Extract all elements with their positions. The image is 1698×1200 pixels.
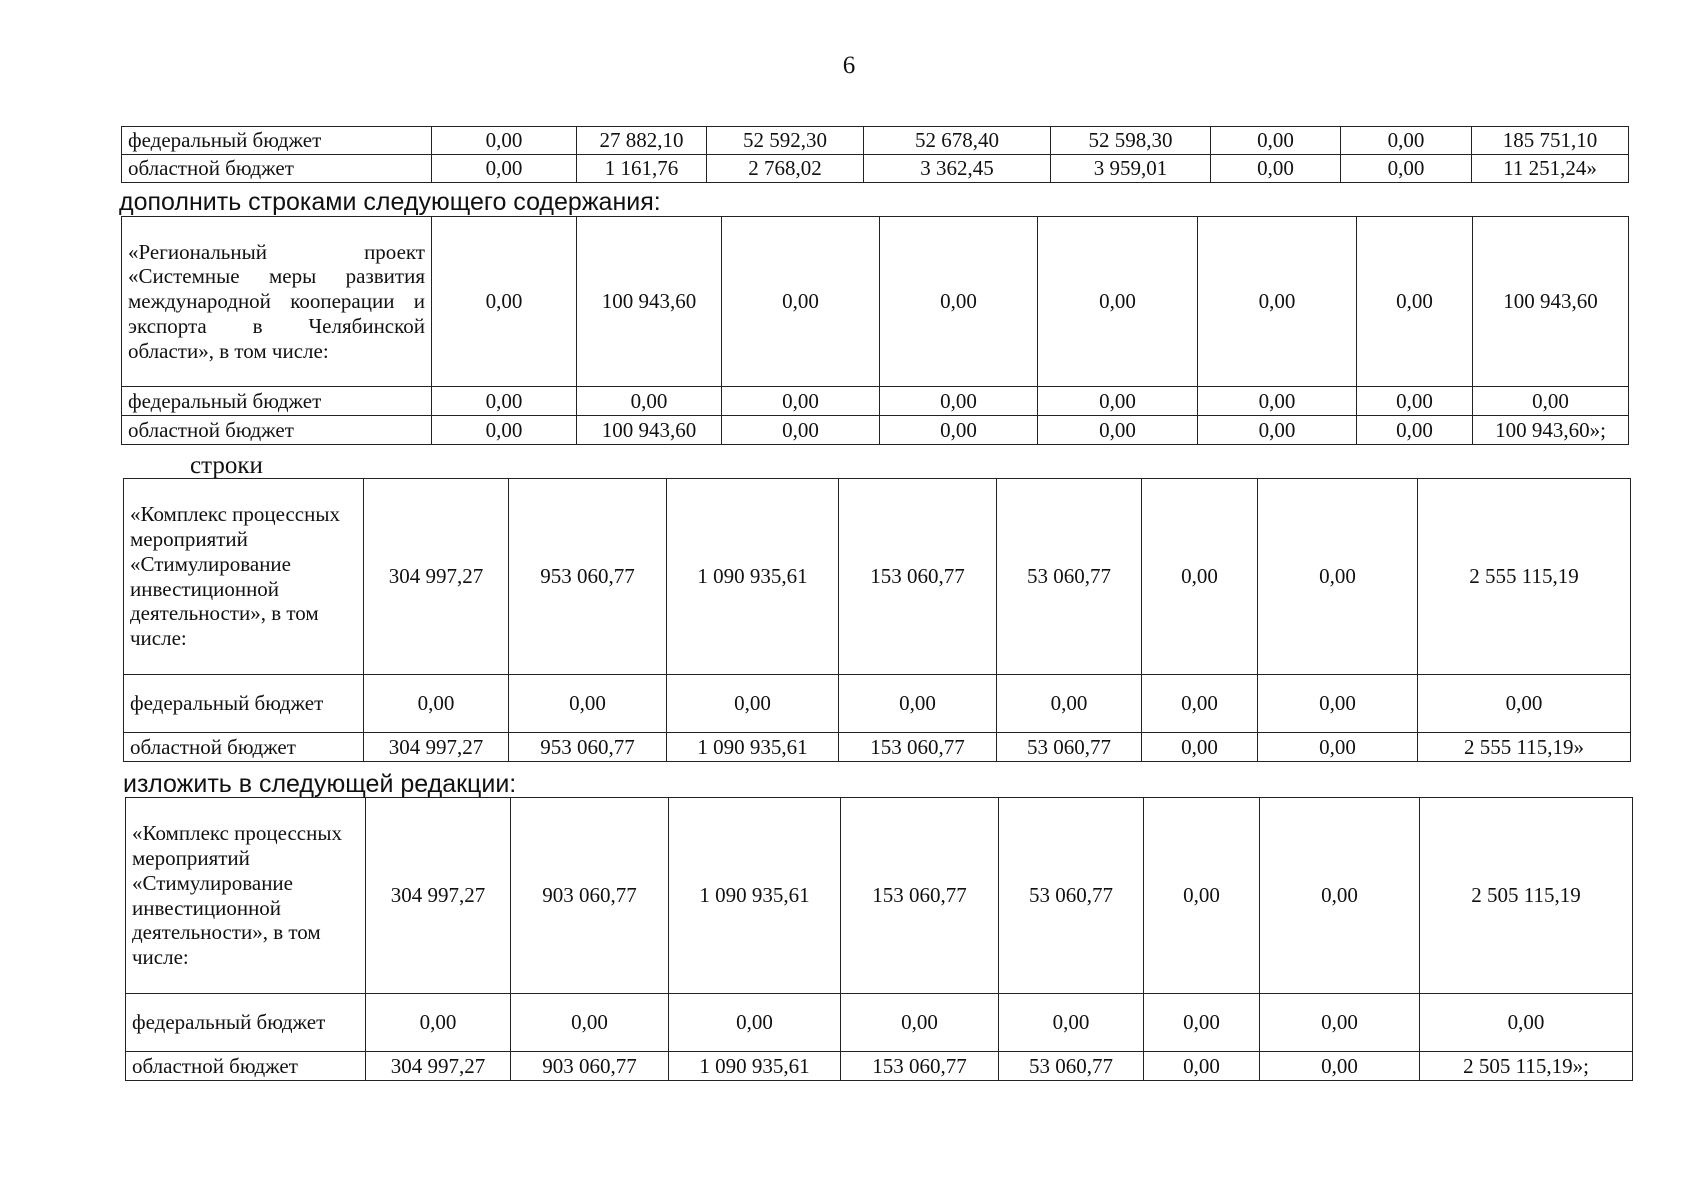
value-cell: 0,00 [1341, 127, 1472, 155]
table-row [122, 155, 1629, 183]
value-cell: 3 362,45 [864, 155, 1051, 183]
row-label: федеральный бюджет [122, 127, 432, 155]
value-cell: 0,00 [669, 994, 841, 1052]
value-cell: 953 060,77 [509, 479, 667, 675]
value-cell: 0,00 [432, 416, 577, 445]
value-cell: 0,00 [1142, 675, 1258, 733]
value-cell: 0,00 [667, 675, 839, 733]
value-cell: 52 598,30 [1051, 127, 1211, 155]
row-label: областной бюджет [122, 155, 432, 183]
value-cell: 0,00 [839, 675, 997, 733]
value-cell: 185 751,10 [1472, 127, 1629, 155]
value-cell: 53 060,77 [999, 798, 1144, 994]
value-cell: 153 060,77 [841, 1052, 999, 1081]
row-label: «Комплекс процессных мероприятий «Стимулирование инвестиционной деятельности», в том числе: [126, 798, 366, 994]
value-cell: 0,00 [880, 416, 1038, 445]
table-row [122, 416, 1629, 445]
value-cell: 304 997,27 [366, 798, 511, 994]
value-cell: 52 592,30 [707, 127, 864, 155]
value-cell: 0,00 [432, 155, 577, 183]
table-row [124, 675, 1631, 733]
value-cell: 0,00 [577, 387, 722, 416]
value-cell: 1 161,76 [577, 155, 707, 183]
value-cell: 0,00 [1211, 155, 1341, 183]
row-label: областной бюджет [122, 416, 432, 445]
value-cell: 0,00 [1258, 675, 1418, 733]
value-cell: 0,00 [1258, 733, 1418, 762]
value-cell: 0,00 [1357, 416, 1473, 445]
value-cell: 0,00 [1357, 387, 1473, 416]
value-cell: 53 060,77 [997, 733, 1142, 762]
value-cell: 0,00 [1038, 217, 1198, 387]
value-cell: 0,00 [1198, 217, 1357, 387]
value-cell: 153 060,77 [839, 733, 997, 762]
value-cell: 0,00 [1142, 733, 1258, 762]
value-cell: 0,00 [722, 387, 880, 416]
process-complex-table-new [125, 797, 1633, 1081]
value-cell: 0,00 [1418, 675, 1631, 733]
table-row [122, 127, 1629, 155]
row-label: федеральный бюджет [122, 387, 432, 416]
value-cell: 0,00 [509, 675, 667, 733]
value-cell: 100 943,60 [577, 217, 722, 387]
value-cell: 0,00 [1473, 387, 1629, 416]
value-cell: 52 678,40 [864, 127, 1051, 155]
value-cell: 0,00 [1198, 387, 1357, 416]
row-label: областной бюджет [124, 733, 364, 762]
value-cell: 0,00 [1260, 1052, 1420, 1081]
value-cell: 2 555 115,19» [1418, 733, 1631, 762]
value-cell: 0,00 [432, 127, 577, 155]
value-cell: 0,00 [1142, 479, 1258, 675]
value-cell: 0,00 [432, 217, 577, 387]
value-cell: 903 060,77 [511, 798, 669, 994]
value-cell: 2 768,02 [707, 155, 864, 183]
value-cell: 0,00 [722, 416, 880, 445]
value-cell: 0,00 [999, 994, 1144, 1052]
value-cell: 0,00 [1144, 994, 1260, 1052]
row-label: областной бюджет [126, 1052, 366, 1081]
page-number: 6 [842, 52, 856, 79]
value-cell: 0,00 [1258, 479, 1418, 675]
row-label: федеральный бюджет [124, 675, 364, 733]
value-cell: 2 505 115,19»; [1420, 1052, 1633, 1081]
value-cell: 903 060,77 [511, 1052, 669, 1081]
table-row [122, 217, 1629, 387]
value-cell: 1 090 935,61 [667, 479, 839, 675]
value-cell: 304 997,27 [364, 479, 509, 675]
value-cell: 0,00 [364, 675, 509, 733]
heading-add-rows: дополнить строками следующего содержания: [119, 188, 661, 216]
value-cell: 304 997,27 [364, 733, 509, 762]
value-cell: 2 505 115,19 [1420, 798, 1633, 994]
value-cell: 0,00 [1198, 416, 1357, 445]
table-row [126, 798, 1633, 994]
value-cell: 53 060,77 [999, 1052, 1144, 1081]
value-cell: 0,00 [1211, 127, 1341, 155]
row-label: федеральный бюджет [126, 994, 366, 1052]
value-cell: 3 959,01 [1051, 155, 1211, 183]
value-cell: 27 882,10 [577, 127, 707, 155]
process-complex-table-old [123, 478, 1631, 762]
value-cell: 0,00 [1260, 994, 1420, 1052]
value-cell: 0,00 [880, 217, 1038, 387]
table-row [126, 1052, 1633, 1081]
table-row [124, 733, 1631, 762]
value-cell: 0,00 [1341, 155, 1472, 183]
value-cell: 0,00 [1357, 217, 1473, 387]
value-cell: 0,00 [511, 994, 669, 1052]
value-cell: 304 997,27 [366, 1052, 511, 1081]
value-cell: 1 090 935,61 [669, 798, 841, 994]
value-cell: 0,00 [722, 217, 880, 387]
value-cell: 0,00 [997, 675, 1142, 733]
budget-table-continuation [121, 126, 1629, 183]
value-cell: 0,00 [1144, 1052, 1260, 1081]
value-cell: 953 060,77 [509, 733, 667, 762]
value-cell: 0,00 [1144, 798, 1260, 994]
value-cell: 0,00 [1038, 416, 1198, 445]
table-row [122, 387, 1629, 416]
value-cell: 0,00 [366, 994, 511, 1052]
value-cell: 100 943,60 [577, 416, 722, 445]
value-cell: 53 060,77 [997, 479, 1142, 675]
value-cell: 0,00 [432, 387, 577, 416]
table-row [124, 479, 1631, 675]
value-cell: 1 090 935,61 [669, 1052, 841, 1081]
value-cell: 0,00 [841, 994, 999, 1052]
value-cell: 100 943,60»; [1473, 416, 1629, 445]
value-cell: 0,00 [1038, 387, 1198, 416]
value-cell: 0,00 [1420, 994, 1633, 1052]
value-cell: 0,00 [1260, 798, 1420, 994]
heading-edit: изложить в следующей редакции: [123, 770, 517, 798]
value-cell: 100 943,60 [1473, 217, 1629, 387]
value-cell: 153 060,77 [841, 798, 999, 994]
value-cell: 0,00 [880, 387, 1038, 416]
heading-rows: строки [190, 452, 263, 479]
value-cell: 11 251,24» [1472, 155, 1629, 183]
row-label: «Региональный проект «Системные меры развития международной кооперации и экспорта в Челябинской области», в том числе: [122, 217, 432, 387]
table-row [126, 994, 1633, 1052]
regional-project-table [121, 216, 1629, 445]
value-cell: 153 060,77 [839, 479, 997, 675]
row-label: «Комплекс процессных мероприятий «Стимулирование инвестиционной деятельности», в том числе: [124, 479, 364, 675]
value-cell: 2 555 115,19 [1418, 479, 1631, 675]
value-cell: 1 090 935,61 [667, 733, 839, 762]
